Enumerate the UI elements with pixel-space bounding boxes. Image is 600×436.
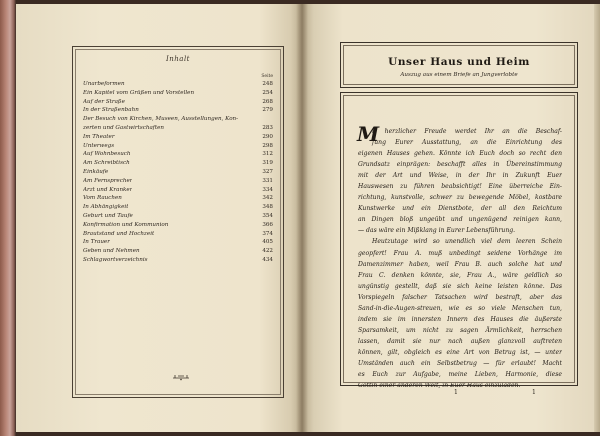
text-line: an Dingen bloß ungeübt und ungenügend reinigen kann, xyxy=(358,216,562,224)
contents-entry-title: Unarbeformen xyxy=(83,81,125,87)
page-column-label: Seite xyxy=(261,74,273,79)
contents-entry-title: Auf Wohnbesuch xyxy=(83,151,131,158)
contents-entry xyxy=(83,124,273,133)
text-line: fung Eurer Ausstattung, an die Einrichtung des xyxy=(372,139,562,147)
text-line: Umständen auch ein Selbstbetrug — für erlaubt! Macht xyxy=(358,359,562,367)
contents-entry-page: 342 xyxy=(262,195,273,202)
text-line: Kunstwerke und ein Dienstbote, der all den Reichtum xyxy=(358,205,562,213)
text-line: eigenen Hauses gehen. Könnte ich Euch doch so recht den xyxy=(358,150,562,158)
contents-entry-page: 366 xyxy=(262,221,273,228)
contents-entry-title: Am Fernsprecher xyxy=(83,177,133,184)
contents-entry xyxy=(83,115,273,124)
contents-entry xyxy=(83,177,273,186)
contents-entry-page: 254 xyxy=(262,89,273,96)
contents-entry-title: Geben und Nehmen xyxy=(83,248,140,255)
contents-entry xyxy=(83,212,273,221)
contents-entry-page: 268 xyxy=(262,98,273,105)
text-line: richtung, kunstvolle, schwer zu bewegende Möbel, kostbare xyxy=(358,194,562,202)
contents-entry xyxy=(83,203,273,212)
text-line: Hauswesen zu führen beabsichtigt! Eine überreiche Ein- xyxy=(358,183,562,191)
contents-entry-page: 374 xyxy=(262,230,273,237)
text-line: Frau C. denken könnte, sie, Frau A., wäre geldlich so xyxy=(358,271,562,279)
contents-entry xyxy=(83,194,273,203)
contents-entry xyxy=(83,133,273,142)
drop-cap: M xyxy=(357,122,380,146)
contents-entry-page: 290 xyxy=(262,133,273,140)
text-line: Heutzutage wird so unendlich viel dem leeren Schein xyxy=(372,238,562,246)
contents-entry-page: 283 xyxy=(262,124,273,131)
contents-entry-title: Im Theater xyxy=(83,133,115,140)
body-text xyxy=(357,122,562,391)
chapter-subtitle: Auszug aus einem Briefe an Jungverlobte xyxy=(400,72,518,78)
text-line: Göttin einer anderen Welt, in Euer Haus einzuladen. xyxy=(358,382,521,390)
page-edge xyxy=(594,4,600,432)
contents-entry xyxy=(83,230,273,239)
contents-entry xyxy=(83,168,273,177)
contents-entry-title: Konfirmation und Kommunion xyxy=(83,221,169,228)
text-line: Damenzimmer haben, weil Frau B. auch solche hat und xyxy=(358,260,562,268)
page-number-right: 1 xyxy=(532,389,536,396)
contents-entry-title: Vom Rauchen xyxy=(83,195,122,202)
contents-entry xyxy=(83,247,273,256)
contents-entry-title: Unterwegs xyxy=(83,142,115,149)
contents-entry xyxy=(83,89,273,98)
contents-entry-page: 331 xyxy=(262,177,273,184)
chapter-header-box xyxy=(340,42,578,88)
contents-entry-page: 327 xyxy=(262,168,273,175)
text-line: geopfert! Frau A. muß unbedingt seidene Vorhänge im xyxy=(358,249,562,257)
contents-entry-title: In Trauer xyxy=(83,239,110,246)
contents-entry xyxy=(83,238,273,247)
text-line: ungünstig gestellt, daß sie sich keine leisten könne. Das xyxy=(358,282,562,290)
contents-entry xyxy=(83,150,273,159)
contents-entry xyxy=(83,221,273,230)
contents-entry xyxy=(83,256,273,265)
text-line: it herzlicher Freude werdet Ihr an die Beschaf- xyxy=(372,128,562,135)
contents-list xyxy=(83,80,273,265)
contents-entry-page: 248 xyxy=(262,81,273,87)
contents-entry-title: In Abhängigkeit xyxy=(83,204,129,211)
contents-entry-title: In der Straßenbahn xyxy=(83,107,139,114)
contents-entry xyxy=(83,186,273,195)
contents-entry-page: 405 xyxy=(262,239,273,246)
contents-entry xyxy=(83,142,273,151)
text-line: — das wäre ein Mißklang in Eurer Lebensführung. xyxy=(358,227,516,235)
text-line: lassen, damit sie nur nach außen glanzvoll auftreten xyxy=(358,337,562,345)
contents-entry-title: zerten und Gastwirtschaften xyxy=(83,124,165,131)
text-line: mit der Art und Weise, in der Ihr in Zukunft Euer xyxy=(358,172,562,180)
contents-entry-page: 422 xyxy=(262,248,273,255)
contents-entry-page: 319 xyxy=(262,160,273,167)
text-line: Sparsamkeit, um nicht zu sagen Ärmlichkeit, herrschen xyxy=(358,326,562,334)
contents-entry-title: Arzt und Kranker xyxy=(83,186,133,193)
contents-entry-page: 354 xyxy=(262,212,273,219)
ornament-icon xyxy=(172,373,190,381)
contents-entry-page: 434 xyxy=(262,256,273,263)
contents-entry-title: Schlagwortverzeichnis xyxy=(83,256,148,263)
contents-entry-title: Auf der Straße xyxy=(83,98,125,105)
contents-entry-title: Brautstand und Hochzeit xyxy=(83,230,155,237)
text-line: können, gilt, obgleich es eine Art von Betrug ist, — unter xyxy=(358,348,562,356)
contents-frame xyxy=(72,46,284,398)
text-line: Grundsatz einprägen: beschafft alles in Übereinstimmung xyxy=(358,161,562,169)
text-line: es Euch zur Aufgabe, meine Lieben, Harmonie, diese xyxy=(358,371,562,379)
contents-entry xyxy=(83,80,273,89)
book-spine xyxy=(296,4,308,432)
contents-entry-page: 279 xyxy=(262,107,273,114)
contents-entry xyxy=(83,98,273,107)
contents-entry-title: Einkäufe xyxy=(83,168,109,175)
contents-entry xyxy=(83,159,273,168)
contents-entry-page: 348 xyxy=(262,204,273,211)
contents-title: Inhalt xyxy=(165,55,190,63)
contents-entry-page: 298 xyxy=(262,142,273,149)
contents-entry-title: Ein Kapitel vom Grüßen und Vorstellen xyxy=(83,89,195,96)
contents-entry-title: Der Besuch von Kirchen, Museen, Ausstellungen, Kon- xyxy=(83,116,239,123)
contents-entry-title: Geburt und Taufe xyxy=(83,212,133,219)
contents-entry-page: 334 xyxy=(262,186,273,193)
page-number: 1 xyxy=(454,389,458,396)
chapter-title: Unser Haus und Heim xyxy=(388,56,530,68)
contents-entry-page: 312 xyxy=(262,151,273,158)
text-line: Vorspiegeln falscher Tatsachen wird bestraft, aber das xyxy=(358,293,562,301)
text-line: Sand-in-die-Augen-streuen, wie es so viele Menschen tun, xyxy=(358,304,562,312)
contents-entry xyxy=(83,106,273,115)
text-line: indem sie im innersten Innern des Hauses die äußerste xyxy=(358,315,562,323)
contents-entry-title: Am Schreibtisch xyxy=(83,160,130,167)
